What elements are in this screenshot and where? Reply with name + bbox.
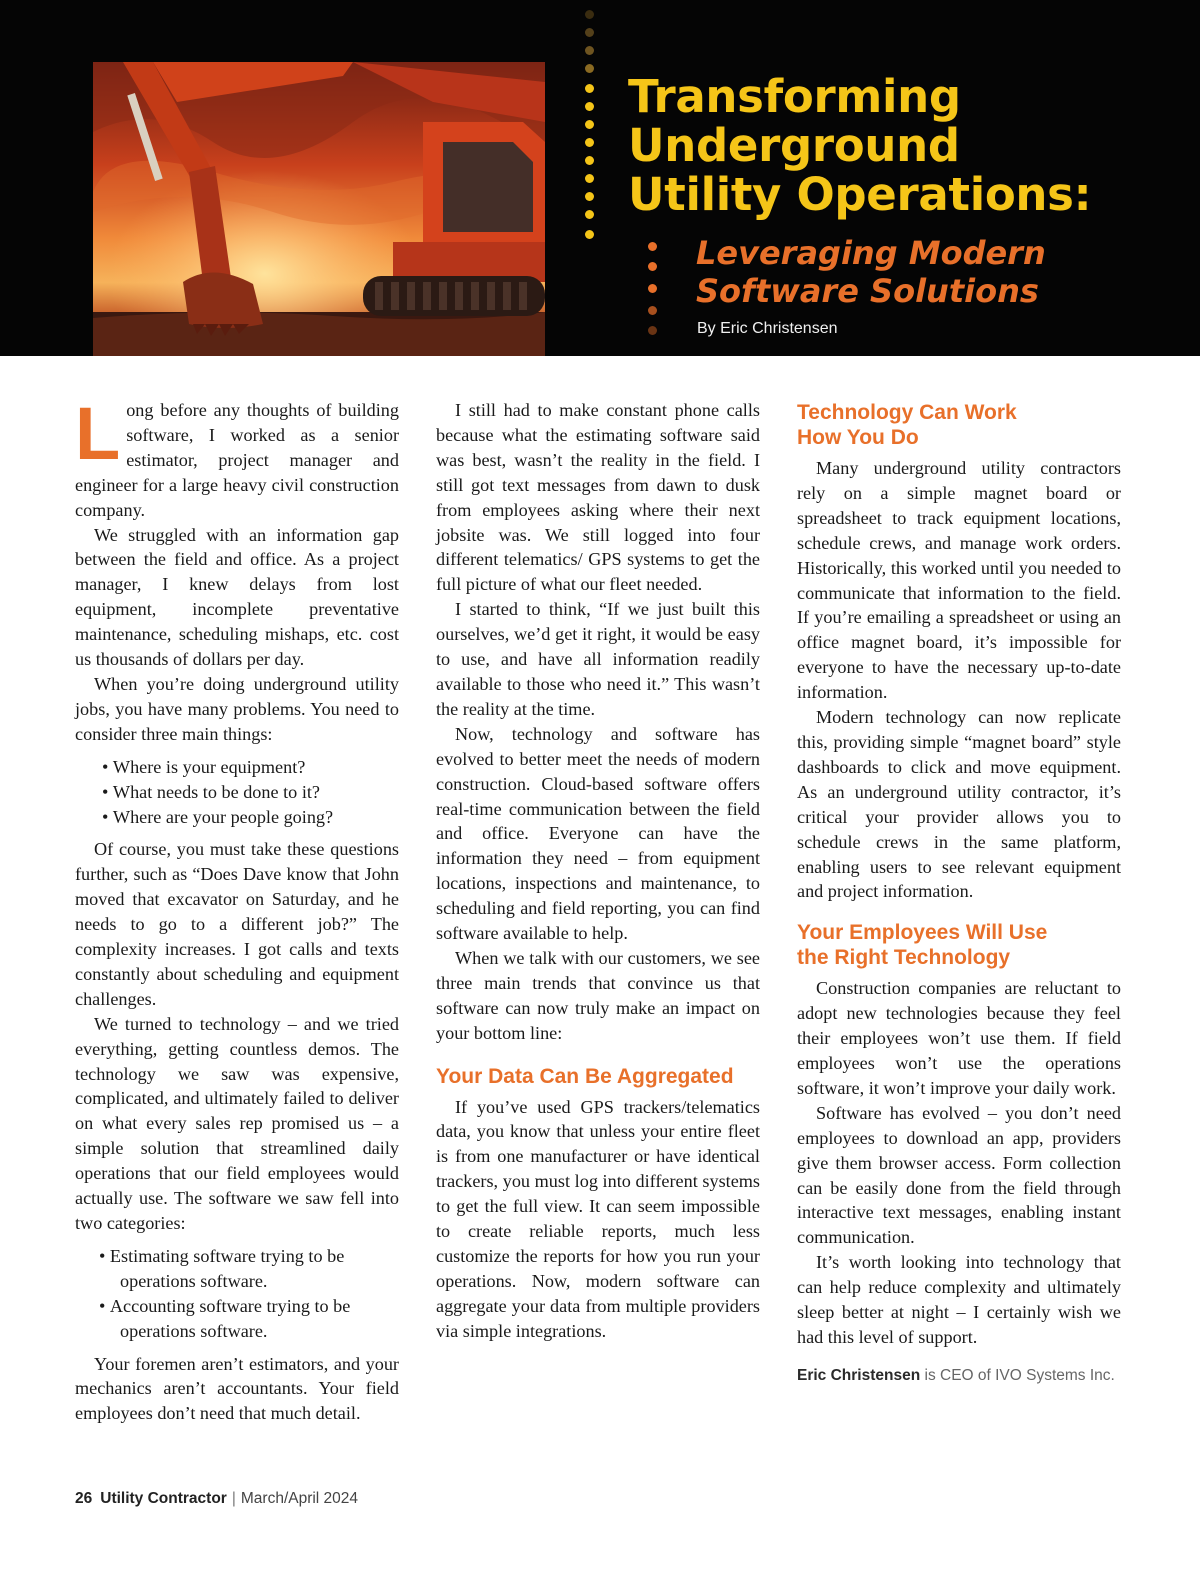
dot bbox=[585, 64, 594, 73]
dot bbox=[648, 284, 657, 293]
list-item-line: operations software. bbox=[120, 1270, 268, 1291]
dot bbox=[585, 230, 594, 239]
paragraph: We turned to technology – and we tried everything, getting countless demos. The technology we saw was expensive, complicated, and ultimately failed to deliver on what every sales rep promised us – a simple solution that streamlined daily operations that our field employees would actually use. The software we saw fell into two categories: bbox=[75, 1013, 399, 1233]
paragraph: Your foremen aren’t estimators, and your mechanics aren’t accountants. Your field employees don’t need that much detail. bbox=[75, 1353, 399, 1424]
column-1 bbox=[75, 392, 399, 1426]
dot bbox=[585, 174, 594, 183]
paragraph: Of course, you must take these questions further, such as “Does Dave know that John moved that excavator on Saturday, and he needs to go to a different job?” The complexity increases. I got calls and texts constantly about scheduling and equipment challenges. bbox=[75, 839, 399, 1009]
article-title bbox=[628, 72, 1091, 219]
dot bbox=[585, 46, 594, 55]
list-item bbox=[99, 1294, 399, 1344]
list-item bbox=[99, 1244, 399, 1294]
dot bbox=[648, 242, 657, 251]
dot bbox=[585, 84, 594, 93]
drop-cap: L bbox=[75, 392, 121, 475]
paragraph: When we talk with our customers, we see three main trends that convince us that software can now truly make an impact on your bottom line: bbox=[436, 947, 760, 1043]
paragraph: We struggled with an information gap between the field and office. As a project manager, I knew delays from lost equipment, incomplete preventative maintenance, scheduling mishaps, etc. cost us thousands of dollars per day. bbox=[75, 524, 399, 670]
page-number: 26 bbox=[75, 1490, 93, 1507]
column-2 bbox=[436, 398, 760, 1344]
heading-line: the Right Technology bbox=[797, 946, 1011, 970]
section-heading bbox=[797, 400, 1121, 450]
article-subtitle bbox=[696, 234, 1046, 310]
list-item: • What needs to be done to it? bbox=[102, 780, 399, 805]
article-header bbox=[0, 0, 1200, 356]
paragraph: It’s worth looking into technology that can help reduce complexity and ultimately sleep better at night – I certainly wish we had this level of support. bbox=[797, 1252, 1121, 1347]
issue-date: March/April 2024 bbox=[240, 1490, 359, 1507]
dot bbox=[648, 306, 657, 315]
magazine-name: Utility Contractor bbox=[100, 1490, 227, 1507]
list-item-line: Accounting software trying to be bbox=[109, 1295, 351, 1316]
hero-photo-excavator bbox=[93, 62, 545, 356]
paragraph: Now, technology and software has evolved to better meet the needs of modern construction. Cloud-based software offers real-time communication between the field and office. Everyone can have the information they need – from equipment locations, inspections and maintenance, to scheduling and field reporting, you can find software available to help. bbox=[436, 723, 760, 944]
heading-line: Your Employees Will Use bbox=[797, 921, 1048, 945]
category-list bbox=[75, 1244, 399, 1344]
paragraph: Construction companies are reluctant to adopt new technologies because they feel their employees won’t use them. If field employees won’t use the operations software, it won’t improve your daily work. bbox=[797, 978, 1121, 1098]
author-bio bbox=[797, 1364, 1121, 1389]
paragraph: If you’ve used GPS trackers/telematics data, you know that unless your entire fleet is from one manufacturer or have identical trackers, you must log into different systems to get the full view. It can seem impossible to create reliable reports, much less customize the reports for how you run your operations. Now, modern software can aggregate your data from multiple providers via simple integrations. bbox=[436, 1096, 760, 1341]
byline: By Eric Christensen bbox=[697, 320, 838, 337]
list-item-line: Estimating software trying to be bbox=[109, 1245, 345, 1266]
dot bbox=[585, 120, 594, 129]
dot bbox=[648, 262, 657, 271]
list-item-line: operations software. bbox=[120, 1320, 268, 1341]
paragraph: Modern technology can now replicate this, providing simple “magnet board” style dashboards to click and move equipment. As an underground utility contractor, it’s critical your provider allows you to schedule crews in the same platform, enabling users to see relevant equipment and project information. bbox=[797, 707, 1121, 902]
dot bbox=[585, 210, 594, 219]
subtitle-line: Leveraging Modern bbox=[696, 234, 1046, 272]
paragraph-text: ong before any thoughts of building software, I worked as a senior estimator, project manager and engineer for a large heavy civil construction company. bbox=[75, 400, 399, 520]
paragraph: I started to think, “If we just built this ourselves, we’d get it right, it would be easy to use, and have all information readily available to those who need it.” This wasn’t the reality at the time. bbox=[436, 599, 760, 719]
dot bbox=[585, 28, 594, 37]
dot bbox=[585, 10, 594, 19]
dot bbox=[648, 326, 657, 335]
paragraph: Many underground utility contractors rely on a simple magnet board or spreadsheet to track equipment locations, schedule crews, and manage work orders. Historically, this worked until you needed to communicate that information to the field. If you’re emailing a spreadsheet or using an office magnet board, it’s impossible for everyone to have the necessary up-to-date information. bbox=[797, 458, 1121, 703]
paragraph: I still had to make constant phone calls because what the estimating software said was best, wasn’t the reality in the field. I still got text messages from dawn to dusk from employees asking where their next jobsite was. We still logged into four different telematics/ GPS systems to get the full picture of what our fleet needed. bbox=[436, 400, 760, 595]
section-heading bbox=[797, 920, 1121, 970]
author-name: Eric Christensen bbox=[797, 1366, 921, 1384]
paragraph: Software has evolved – you don’t need employees to download an app, providers give them browser access. Form collection can be easily done from the field through interactive text messages, enabling instant communication. bbox=[797, 1102, 1121, 1248]
heading-line: How You Do bbox=[797, 426, 919, 449]
dot bbox=[585, 156, 594, 165]
page-footer bbox=[75, 1490, 358, 1508]
title-line: Transforming bbox=[628, 70, 961, 123]
title-line: Utility Operations: bbox=[628, 168, 1092, 221]
title-line: Underground bbox=[628, 119, 960, 172]
list-item: • Where are your people going? bbox=[102, 805, 399, 830]
subtitle-line: Software Solutions bbox=[696, 272, 1039, 310]
footer-separator: | bbox=[231, 1490, 236, 1507]
bullet-list bbox=[75, 755, 399, 830]
heading-line: Technology Can Work bbox=[797, 401, 1017, 424]
section-heading: Your Data Can Be Aggregated bbox=[436, 1064, 734, 1088]
author-role: is CEO of IVO Systems Inc. bbox=[920, 1366, 1115, 1384]
paragraph: When you’re doing underground utility jobs, you have many problems. You need to consider three main things: bbox=[75, 673, 399, 744]
excavator-sunset-illustration bbox=[93, 62, 545, 356]
dot bbox=[585, 102, 594, 111]
dot bbox=[585, 192, 594, 201]
dot bbox=[585, 138, 594, 147]
list-item: • Where is your equipment? bbox=[102, 755, 399, 780]
column-3 bbox=[797, 398, 1121, 1389]
paragraph bbox=[75, 392, 399, 523]
